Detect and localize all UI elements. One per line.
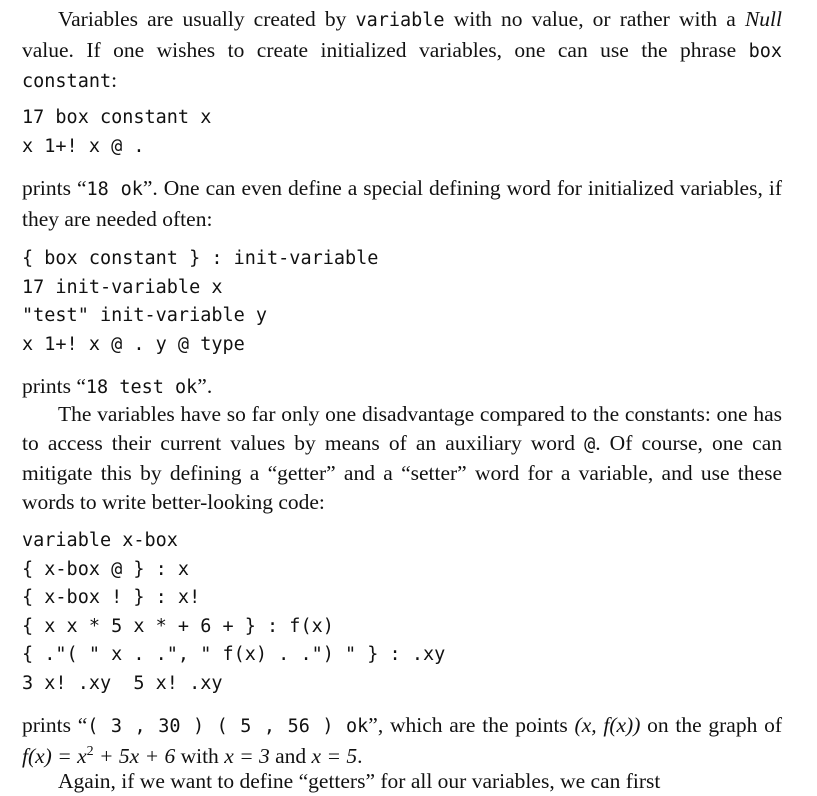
text: with no value, or rather with a bbox=[444, 7, 745, 31]
inline-code: variable bbox=[355, 10, 445, 31]
text: The variables have so far only one disadvantage compared to the constants: one has to access their current values by means of an auxiliary word bbox=[22, 402, 782, 455]
text: prints “ bbox=[22, 374, 86, 398]
math-x-equals-5: x = 5 bbox=[311, 743, 358, 768]
paragraph-cutoff bbox=[22, 767, 782, 796]
text: Variables are usually created by bbox=[58, 7, 356, 31]
paragraph-points-on-graph bbox=[22, 711, 782, 770]
text: . Of course, one can mitigate this by defining a “getter” and a “setter” word for a variable, and use these words to write better-looking code: bbox=[22, 430, 782, 514]
code-line: x 1+! x @ . y @ type bbox=[22, 333, 245, 355]
math-x-equals-3: x = 3 bbox=[224, 743, 270, 768]
code-line: { x x * 5 x * + 6 + } : f(x) bbox=[22, 615, 334, 637]
inline-code: @ bbox=[584, 433, 596, 455]
paragraph-getter-setter bbox=[22, 400, 782, 516]
text: and bbox=[269, 743, 312, 768]
code-block-1 bbox=[22, 104, 211, 161]
math-point: (x, f(x)) bbox=[574, 713, 641, 737]
text: value. If one wishes to create initialized variables, one can use the phrase bbox=[22, 37, 749, 62]
text: : bbox=[111, 68, 118, 92]
emphasis: Null bbox=[744, 7, 782, 31]
math-function-lhs: f(x) = x bbox=[22, 743, 87, 768]
inline-code: ( 3 , 30 ) ( 5 , 56 ) ok bbox=[87, 716, 369, 737]
code-line: 3 x! .xy 5 x! .xy bbox=[22, 672, 223, 694]
text: ”. bbox=[197, 374, 213, 398]
paragraph-prints-18-ok bbox=[22, 174, 782, 233]
math-function-rhs: + 5x + 6 bbox=[93, 743, 176, 768]
math-exponent: 2 bbox=[86, 743, 94, 759]
code-block-2 bbox=[22, 245, 378, 359]
paragraph-variables-intro bbox=[22, 5, 782, 97]
paragraph-prints-18-test-ok bbox=[22, 372, 782, 403]
code-line: "test" init-variable y bbox=[22, 305, 268, 326]
code-line: 17 init-variable x bbox=[22, 276, 223, 298]
code-line: { x-box @ } : x bbox=[22, 558, 190, 580]
code-line: { ."( " x . .", " f(x) . .") " } : .xy bbox=[22, 644, 446, 665]
inline-code: box constant bbox=[22, 40, 782, 92]
math-function bbox=[22, 744, 175, 768]
code-block-3 bbox=[22, 527, 445, 698]
text: prints “ bbox=[22, 176, 87, 200]
code-line: 17 box constant x bbox=[22, 107, 212, 128]
inline-code: 18 ok bbox=[86, 179, 143, 200]
text: Again, if we want to define “getters” for all our variables, we can first bbox=[58, 769, 661, 793]
text: ”. One can even define a special defining word for initialized variables, if they are needed often: bbox=[22, 176, 782, 231]
text: prints “ bbox=[22, 713, 88, 737]
code-line: { x-box ! } : x! bbox=[22, 587, 201, 608]
text: with bbox=[175, 743, 225, 768]
inline-code: 18 test ok bbox=[85, 377, 198, 398]
code-line: { box constant } : init-variable bbox=[22, 248, 379, 269]
text: . bbox=[357, 743, 363, 768]
text: on the graph of bbox=[640, 713, 782, 737]
code-line: x 1+! x @ . bbox=[22, 135, 145, 157]
code-line: variable x-box bbox=[22, 530, 178, 551]
text: ”, which are the points bbox=[368, 713, 575, 737]
